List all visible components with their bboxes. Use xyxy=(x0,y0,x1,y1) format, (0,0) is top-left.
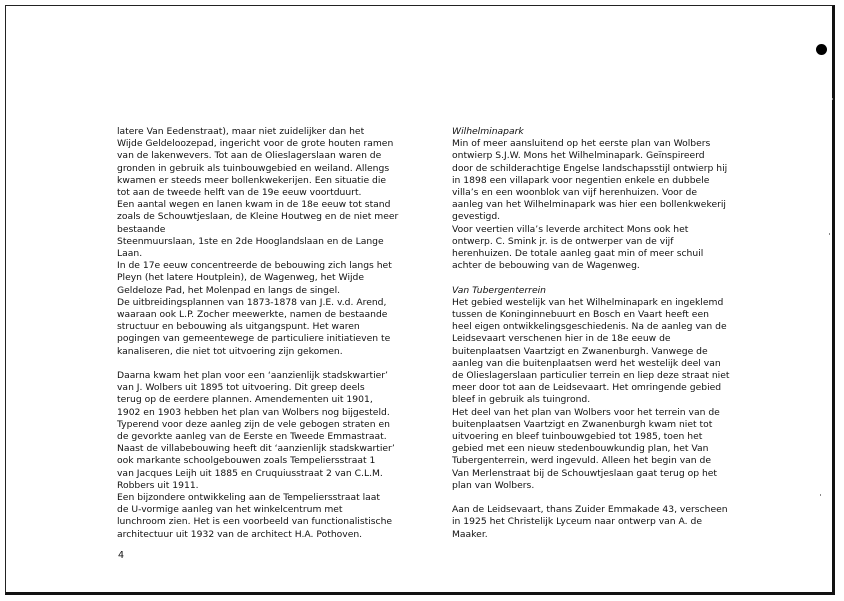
scan-speck xyxy=(820,494,821,496)
page-number: 4 xyxy=(118,550,125,561)
body-paragraph: Het gebied westelijk van het Wilhelminapark en ingeklemd tussen de Koninginnebuurt en Bosch en Vaart heeft een heel eigen ontwikkelingsgeschiedenis. Na de aanleg van de Leidsevaart verschenen hier in de 18e eeuw de buitenplaatsen Vaartzigt en Zwanenburgh. Vanwege de aanleg van die buitenplaatsen werd het westelijk deel van de Olieslagerslaan particulier terrein en liep deze straat niet meer door tot aan de Leidsevaart. Het omringende gebied bleef in gebruik als tuingrond. Het deel van het plan van Wolbers voor het terrein van de buitenplaatsen Vaartzigt en Zwanenburgh kwam niet tot uitvoering en bleef tuinbouwgebied tot 1985, toen het gebied met een nieuw stedenbouwkundig plan, het Van Tubergenterrein, werd ingevuld. Alleen het begin van de Van Merlenstraat bij de Schouwtjeslaan gaat terug op het plan van Wolbers. xyxy=(452,296,730,491)
body-paragraph: Min of meer aansluitend op het eerste plan van Wolbers ontwierp S.J.W. Mons het Wilhelminapark. Geïnspireerd door de schilderachtige Engelse landschapsstijl ontwierp hij in 1898 een villapark voor negentien enkele en dubbele villa’s en een woonblok van vijf herenhuizen. Voor de aanleg van het Wilhelminapark was hier een bollenkwekerij gevestigd. Voor veertien villa’s leverde architect Mons ook het ontwerp. C. Smink jr. is de ontwerper van de vijf herenhuizen. De totale aanleg gaat min of meer schuil achter de bebouwing van de Wagenweg. xyxy=(452,138,728,272)
scan-speck xyxy=(829,233,830,235)
section-heading: Van Tubergenterrein xyxy=(452,284,546,296)
punch-hole-mark xyxy=(816,44,827,55)
section-heading: Wilhelminapark xyxy=(452,126,524,137)
body-paragraph: Aan de Leidsevaart, thans Zuider Emmakade 43, verscheen in 1925 het Christelijk Lyceum naar ontwerp van A. de Maaker. xyxy=(452,504,728,540)
body-paragraph: Daarna kwam het plan voor een ‘aanzienlijk stadskwartier’ van J. Wolbers uit 1895 tot uitvoering. Dit greep deels terug op de eerdere plannen. Amendementen uit 1901, 1902 en 1903 hebben het plan van Wolbers nog bijgesteld. Typerend voor deze aanleg zijn de vele gebogen straten en de gevorkte aanleg van de Eerste en Tweede Emmastraat. Naast de villabebouwing heeft dit ‘aanzienlijk stadskwartier’ ook markante schoolgebouwen zoals Tempeliersstraat 1 van Jacques Leijh uit 1885 en Cruquiusstraat 2 van C.L.M. Robbers uit 1911. Een bijzondere ontwikkeling aan de Tempeliersstraat laat de U-vormige aanleg van het winkelcentrum met lunchroom zien. Het is een voorbeeld van functionalistische architectuur uit 1932 van de architect H.A. Pothoven. xyxy=(117,370,395,540)
body-paragraph: latere Van Eedenstraat), maar niet zuidelijker dan het Wijde Geldeloozepad, ingericht voor de grote houten ramen van de lakenwevers. Tot aan de Olieslagerslaan waren de gronden in gebruik als tuinbouwgebied en weiland. Allengs kwamen er steeds meer bollenkwekerijen. Een situatie die tot aan de tweede helft van de 19e eeuw voortduurt. Een aantal wegen en lanen kwam in de 18e eeuw tot stand zoals de Schouwtjeslaan, de Kleine Houtweg en de niet meer bestaande Steenmuurslaan, 1ste en 2de Hooglandslaan en de Lange Laan. In de 17e eeuw concentreerde de bebouwing zich langs het Pleyn (het latere Houtplein), de Wagenweg, het Wijde Geldeloze Pad, het Molenpad en langs de singel. De uitbreidingsplannen van 1873-1878 van J.E. v.d. Arend, waaraan ook L.P. Zocher meewerkte, namen de bestaande structuur en bebouwing als uitgangspunt. Het waren pogingen van gemeentewege de particuliere initiatieven te kanaliseren, die niet tot uitvoering zijn gekomen. xyxy=(117,126,399,357)
scan-speck xyxy=(832,98,833,100)
left-text-column xyxy=(117,126,407,541)
right-text-column xyxy=(452,126,744,541)
